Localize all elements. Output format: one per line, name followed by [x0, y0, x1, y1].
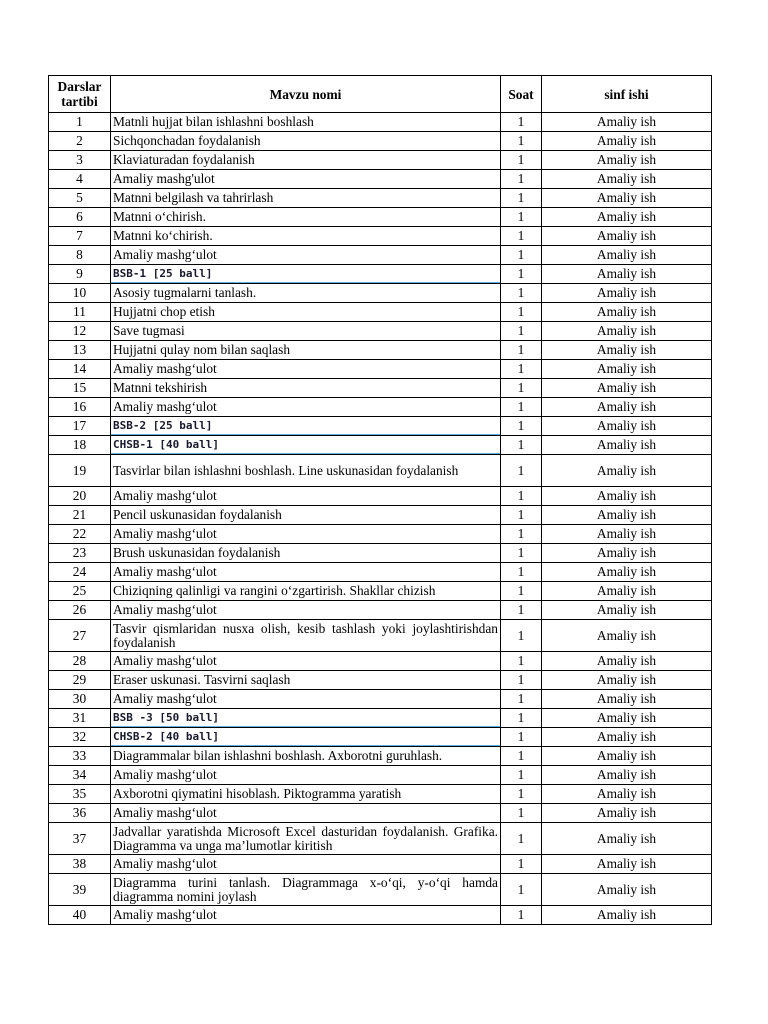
- hours-cell: 1: [501, 379, 542, 398]
- table-row: [49, 582, 712, 601]
- class-work-cell: Amaliy ish: [542, 208, 712, 227]
- lesson-number-cell: 39: [49, 874, 111, 906]
- class-work-cell: Amaliy ish: [542, 855, 712, 874]
- table-row: [49, 766, 712, 785]
- hours-cell: 1: [501, 823, 542, 855]
- topic-cell: Amaliy mashg‘ulot: [111, 766, 501, 785]
- table-row: [49, 823, 712, 855]
- lesson-number-cell: 34: [49, 766, 111, 785]
- hours-cell: 1: [501, 132, 542, 151]
- hours-cell: 1: [501, 804, 542, 823]
- class-work-cell: Amaliy ish: [542, 620, 712, 652]
- lesson-number-cell: 14: [49, 360, 111, 379]
- class-work-cell: Amaliy ish: [542, 506, 712, 525]
- topic-cell: Klaviaturadan foydalanish: [111, 151, 501, 170]
- hours-cell: 1: [501, 544, 542, 563]
- hours-cell: 1: [501, 246, 542, 265]
- lesson-number-cell: 29: [49, 671, 111, 690]
- lesson-number-cell: 10: [49, 284, 111, 303]
- class-work-cell: Amaliy ish: [542, 322, 712, 341]
- hours-cell: 1: [501, 208, 542, 227]
- lesson-number-cell: 21: [49, 506, 111, 525]
- lesson-number-cell: 23: [49, 544, 111, 563]
- lesson-number-cell: 5: [49, 189, 111, 208]
- table-row: [49, 113, 712, 132]
- table-row: [49, 487, 712, 506]
- table-row: [49, 563, 712, 582]
- hours-cell: 1: [501, 766, 542, 785]
- topic-cell: BSB-2 [25 ball]: [111, 417, 501, 436]
- hours-cell: 1: [501, 341, 542, 360]
- topic-cell: Matnni ko‘chirish.: [111, 227, 501, 246]
- hours-cell: 1: [501, 436, 542, 455]
- topic-cell: Amaliy mashg‘ulot: [111, 246, 501, 265]
- topic-cell: Amaliy mashg‘ulot: [111, 563, 501, 582]
- topic-cell: Amaliy mashg‘ulot: [111, 601, 501, 620]
- lesson-number-cell: 24: [49, 563, 111, 582]
- table-row: [49, 151, 712, 170]
- class-work-cell: Amaliy ish: [542, 113, 712, 132]
- table-row: [49, 189, 712, 208]
- table-row: [49, 436, 712, 455]
- class-work-cell: Amaliy ish: [542, 227, 712, 246]
- topic-cell: Diagramma turini tanlash. Diagrammaga x-o‘qi, y-o‘qi hamda diagramma nomini joylash: [111, 874, 501, 906]
- topic-cell: Amaliy mashg‘ulot: [111, 690, 501, 709]
- hours-cell: 1: [501, 728, 542, 747]
- lesson-number-cell: 18: [49, 436, 111, 455]
- lesson-number-cell: 22: [49, 525, 111, 544]
- hours-cell: 1: [501, 455, 542, 487]
- table-row: [49, 601, 712, 620]
- topic-cell: Amaliy mashg‘ulot: [111, 525, 501, 544]
- lesson-number-cell: 17: [49, 417, 111, 436]
- topic-cell: Matnni tekshirish: [111, 379, 501, 398]
- class-work-cell: Amaliy ish: [542, 728, 712, 747]
- topic-cell: Brush uskunasidan foydalanish: [111, 544, 501, 563]
- hours-cell: 1: [501, 398, 542, 417]
- lesson-plan-table: [48, 75, 712, 925]
- lesson-number-cell: 3: [49, 151, 111, 170]
- class-work-cell: Amaliy ish: [542, 360, 712, 379]
- class-work-cell: Amaliy ish: [542, 766, 712, 785]
- header-topic-name: Mavzu nomi: [111, 76, 501, 113]
- lesson-number-cell: 12: [49, 322, 111, 341]
- lesson-number-cell: 16: [49, 398, 111, 417]
- table-row: [49, 671, 712, 690]
- lesson-number-cell: 31: [49, 709, 111, 728]
- class-work-cell: Amaliy ish: [542, 170, 712, 189]
- topic-cell: Matnni belgilash va tahrirlash: [111, 189, 501, 208]
- hours-cell: 1: [501, 360, 542, 379]
- table-row: [49, 709, 712, 728]
- hours-cell: 1: [501, 525, 542, 544]
- table-row: [49, 132, 712, 151]
- hours-cell: 1: [501, 785, 542, 804]
- class-work-cell: Amaliy ish: [542, 284, 712, 303]
- lesson-number-cell: 7: [49, 227, 111, 246]
- hours-cell: 1: [501, 671, 542, 690]
- table-row: [49, 525, 712, 544]
- class-work-cell: Amaliy ish: [542, 785, 712, 804]
- table-row: [49, 246, 712, 265]
- hours-cell: 1: [501, 906, 542, 925]
- lesson-number-cell: 19: [49, 455, 111, 487]
- table-row: [49, 398, 712, 417]
- topic-cell: Axborotni qiymatini hisoblash. Piktogramma yaratish: [111, 785, 501, 804]
- class-work-cell: Amaliy ish: [542, 487, 712, 506]
- table-row: [49, 208, 712, 227]
- topic-cell: BSB-1 [25 ball]: [111, 265, 501, 284]
- table-row: [49, 874, 712, 906]
- topic-cell: Eraser uskunasi. Tasvirni saqlash: [111, 671, 501, 690]
- lesson-number-cell: 28: [49, 652, 111, 671]
- class-work-cell: Amaliy ish: [542, 151, 712, 170]
- class-work-cell: Amaliy ish: [542, 709, 712, 728]
- topic-cell: Jadvallar yaratishda Microsoft Excel dasturidan foydalanish. Grafika. Diagramma va unga ma’lumotlar kiritish: [111, 823, 501, 855]
- lesson-number-cell: 6: [49, 208, 111, 227]
- lesson-number-cell: 9: [49, 265, 111, 284]
- hours-cell: 1: [501, 303, 542, 322]
- lesson-number-cell: 38: [49, 855, 111, 874]
- hours-cell: 1: [501, 113, 542, 132]
- hours-cell: 1: [501, 855, 542, 874]
- class-work-cell: Amaliy ish: [542, 906, 712, 925]
- hours-cell: 1: [501, 151, 542, 170]
- table-row: [49, 652, 712, 671]
- topic-cell: Hujjatni qulay nom bilan saqlash: [111, 341, 501, 360]
- topic-cell: Tasvir qismlaridan nusxa olish, kesib tashlash yoki joylashtirishdan foydalanish: [111, 620, 501, 652]
- lesson-number-cell: 37: [49, 823, 111, 855]
- topic-cell: Amaliy mashg‘ulot: [111, 398, 501, 417]
- lesson-number-cell: 8: [49, 246, 111, 265]
- class-work-cell: Amaliy ish: [542, 544, 712, 563]
- lesson-number-cell: 30: [49, 690, 111, 709]
- header-class-work: sinf ishi: [542, 76, 712, 113]
- table-row: [49, 804, 712, 823]
- class-work-cell: Amaliy ish: [542, 417, 712, 436]
- header-lesson-number: Darslar tartibi: [49, 76, 111, 113]
- lesson-number-cell: 4: [49, 170, 111, 189]
- topic-cell: Save tugmasi: [111, 322, 501, 341]
- hours-cell: 1: [501, 690, 542, 709]
- class-work-cell: Amaliy ish: [542, 189, 712, 208]
- topic-cell: Hujjatni chop etish: [111, 303, 501, 322]
- class-work-cell: Amaliy ish: [542, 436, 712, 455]
- lesson-number-cell: 27: [49, 620, 111, 652]
- hours-cell: 1: [501, 563, 542, 582]
- hours-cell: 1: [501, 417, 542, 436]
- lesson-number-cell: 26: [49, 601, 111, 620]
- table-row: [49, 170, 712, 189]
- table-row: [49, 747, 712, 766]
- topic-cell: Chiziqning qalinligi va rangini o‘zgartirish. Shakllar chizish: [111, 582, 501, 601]
- topic-cell: Sichqonchadan foydalanish: [111, 132, 501, 151]
- table-row: [49, 855, 712, 874]
- class-work-cell: Amaliy ish: [542, 601, 712, 620]
- lesson-number-cell: 13: [49, 341, 111, 360]
- class-work-cell: Amaliy ish: [542, 690, 712, 709]
- lesson-number-cell: 20: [49, 487, 111, 506]
- table-row: [49, 506, 712, 525]
- hours-cell: 1: [501, 620, 542, 652]
- table-body: [49, 113, 712, 925]
- hours-cell: 1: [501, 874, 542, 906]
- lesson-number-cell: 1: [49, 113, 111, 132]
- table-row: [49, 544, 712, 563]
- table-row: [49, 341, 712, 360]
- topic-cell: Amaliy mashg‘ulot: [111, 652, 501, 671]
- class-work-cell: Amaliy ish: [542, 455, 712, 487]
- topic-cell: Amaliy mashg‘ulot: [111, 855, 501, 874]
- topic-cell: Amaliy mashg‘ulot: [111, 804, 501, 823]
- class-work-cell: Amaliy ish: [542, 525, 712, 544]
- class-work-cell: Amaliy ish: [542, 303, 712, 322]
- topic-cell: CHSB-1 [40 ball]: [111, 436, 501, 455]
- lesson-number-cell: 33: [49, 747, 111, 766]
- hours-cell: 1: [501, 322, 542, 341]
- lesson-number-cell: 15: [49, 379, 111, 398]
- hours-cell: 1: [501, 709, 542, 728]
- table-row: [49, 265, 712, 284]
- lesson-number-cell: 32: [49, 728, 111, 747]
- lesson-number-cell: 2: [49, 132, 111, 151]
- hours-cell: 1: [501, 189, 542, 208]
- topic-cell: Matnni o‘chirish.: [111, 208, 501, 227]
- hours-cell: 1: [501, 170, 542, 189]
- table-row: [49, 690, 712, 709]
- lesson-number-cell: 25: [49, 582, 111, 601]
- class-work-cell: Amaliy ish: [542, 341, 712, 360]
- class-work-cell: Amaliy ish: [542, 823, 712, 855]
- class-work-cell: Amaliy ish: [542, 379, 712, 398]
- topic-cell: Tasvirlar bilan ishlashni boshlash. Line uskunasidan foydalanish: [111, 455, 501, 487]
- hours-cell: 1: [501, 582, 542, 601]
- topic-cell: Amaliy mashg‘ulot: [111, 487, 501, 506]
- topic-cell: Pencil uskunasidan foydalanish: [111, 506, 501, 525]
- table-row: [49, 303, 712, 322]
- table-row: [49, 455, 712, 487]
- topic-cell: Amaliy mashg'ulot: [111, 170, 501, 189]
- hours-cell: 1: [501, 601, 542, 620]
- topic-cell: BSB -3 [50 ball]: [111, 709, 501, 728]
- hours-cell: 1: [501, 265, 542, 284]
- class-work-cell: Amaliy ish: [542, 563, 712, 582]
- class-work-cell: Amaliy ish: [542, 265, 712, 284]
- topic-cell: CHSB-2 [40 ball]: [111, 728, 501, 747]
- hours-cell: 1: [501, 284, 542, 303]
- topic-cell: Matnli hujjat bilan ishlashni boshlash: [111, 113, 501, 132]
- header-hours: Soat: [501, 76, 542, 113]
- topic-cell: Amaliy mashg‘ulot: [111, 360, 501, 379]
- topic-cell: Amaliy mashg‘ulot: [111, 906, 501, 925]
- topic-cell: Asosiy tugmalarni tanlash.: [111, 284, 501, 303]
- table-row: [49, 322, 712, 341]
- hours-cell: 1: [501, 487, 542, 506]
- class-work-cell: Amaliy ish: [542, 132, 712, 151]
- table-row: [49, 906, 712, 925]
- class-work-cell: Amaliy ish: [542, 246, 712, 265]
- table-row: [49, 785, 712, 804]
- table-row: [49, 227, 712, 246]
- class-work-cell: Amaliy ish: [542, 874, 712, 906]
- topic-cell: Diagrammalar bilan ishlashni boshlash. Axborotni guruhlash.: [111, 747, 501, 766]
- hours-cell: 1: [501, 506, 542, 525]
- lesson-number-cell: 35: [49, 785, 111, 804]
- class-work-cell: Amaliy ish: [542, 398, 712, 417]
- table-row: [49, 620, 712, 652]
- table-row: [49, 379, 712, 398]
- lesson-number-cell: 36: [49, 804, 111, 823]
- lesson-number-cell: 11: [49, 303, 111, 322]
- class-work-cell: Amaliy ish: [542, 747, 712, 766]
- class-work-cell: Amaliy ish: [542, 804, 712, 823]
- hours-cell: 1: [501, 747, 542, 766]
- table-row: [49, 417, 712, 436]
- hours-cell: 1: [501, 652, 542, 671]
- table-row: [49, 284, 712, 303]
- lesson-number-cell: 40: [49, 906, 111, 925]
- table-row: [49, 728, 712, 747]
- table-row: [49, 360, 712, 379]
- table-header-row: [49, 76, 712, 113]
- class-work-cell: Amaliy ish: [542, 652, 712, 671]
- class-work-cell: Amaliy ish: [542, 671, 712, 690]
- class-work-cell: Amaliy ish: [542, 582, 712, 601]
- hours-cell: 1: [501, 227, 542, 246]
